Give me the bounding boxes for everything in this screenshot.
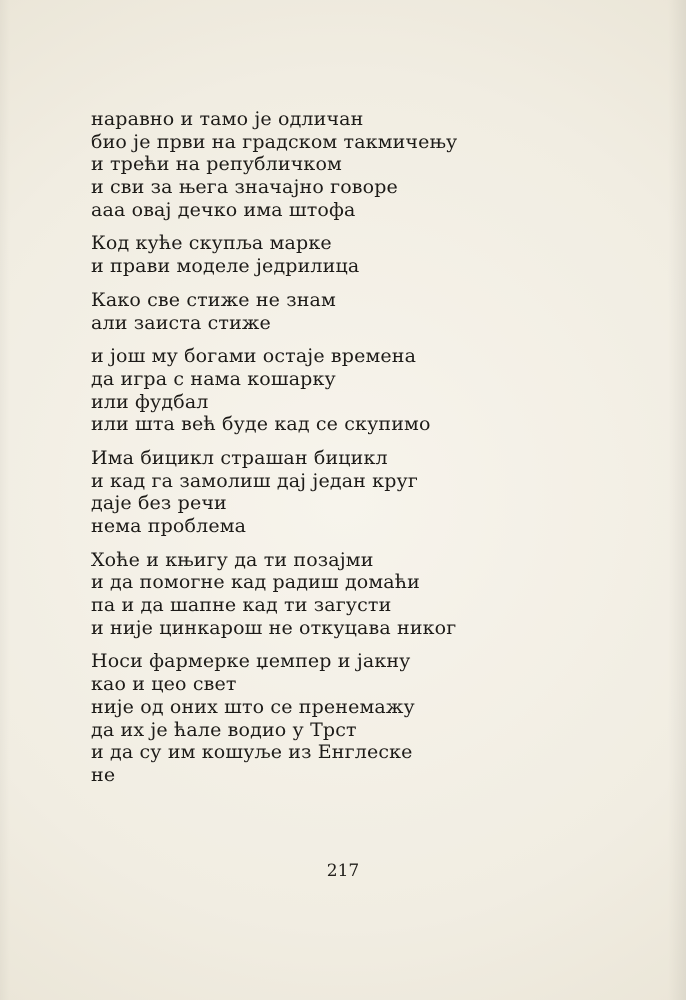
poem-line: и да су им кошуље из Енглеске (91, 741, 413, 764)
poem-line: даје без речи (91, 492, 227, 515)
poem-line: не (91, 763, 116, 786)
stanza (91, 232, 511, 277)
stanza (91, 289, 511, 334)
poem-line: или фудбал (91, 390, 209, 413)
poem-line: Има бицикл страшан бицикл (91, 446, 388, 469)
stanza (91, 650, 511, 786)
poem-line: и сви за њега значајно говоре (91, 176, 398, 199)
poem-line: као и цео свет (91, 673, 237, 696)
poem-line: Како све стиже не знам (91, 288, 336, 311)
poem-line: није од оних што се пренемажу (91, 695, 415, 718)
poem-line: и прави моделе једрилица (91, 255, 360, 278)
poem-line: и трећи на републичком (91, 153, 342, 176)
poem-line: па и да шапне кад ти загусти (91, 594, 392, 617)
poem-text (91, 108, 511, 798)
page-number: 217 (326, 861, 360, 881)
poem-line: али заиста стиже (91, 311, 271, 334)
stanza (91, 447, 511, 538)
poem-line: Носи фармерке џемпер и јакну (91, 650, 411, 673)
poem-line: наравно и тамо је одличан (91, 108, 364, 130)
poem-line: да их је ћале водио у Трст (91, 718, 357, 741)
poem-line: Хоће и књигу да ти позајми (91, 548, 374, 571)
poem-line: или шта већ буде кад се скупимо (91, 413, 431, 436)
poem-line: нема проблема (91, 515, 247, 537)
stanza (91, 549, 511, 640)
poem-line: ааа овај дечко има штофа (91, 198, 356, 221)
poem-line: и није цинкарош не откуцава никог (91, 616, 457, 639)
poem-line: и да помогне кад радиш домаћи (91, 571, 420, 594)
poem-line: да игра с нама кошарку (91, 367, 336, 390)
poem-line: Код куће скупља марке (91, 232, 332, 255)
stanza (91, 108, 511, 221)
stanza (91, 345, 511, 436)
poem-line: био је први на градском такмичењу (91, 130, 458, 153)
poem-line: и кад га замолиш дај један круг (91, 469, 418, 492)
poem-line: и још му богами остаје времена (91, 345, 417, 368)
